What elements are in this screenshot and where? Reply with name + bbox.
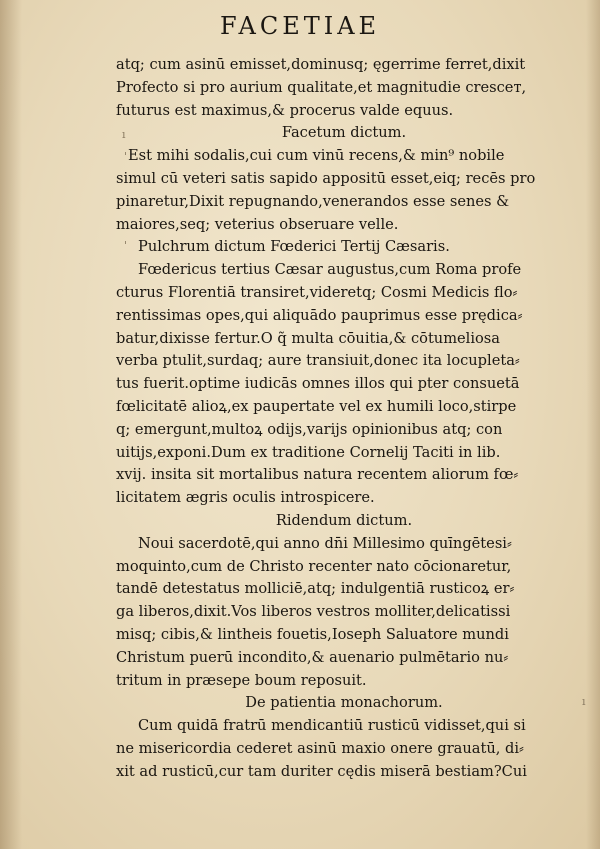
text-line: Noui sacerdotē,qui anno dn̄i Millesimo quīngētesi⸗: [138, 534, 512, 552]
text-line: ne misericordia cederet asinū maxio onere grauatū, di⸗: [116, 739, 524, 757]
text-line: misq; cibis,& lintheis fouetis,Ioseph Saluatore mundi: [116, 625, 509, 643]
page-gutter-shadow: [0, 0, 22, 849]
text-line: futurus est maximus,& procerus valde equus.: [116, 101, 454, 119]
text-line: Fœdericus tertius Cæsar augustus,cum Roma profe: [138, 261, 522, 279]
text-line: maiores,seq; veterius obseruare velle.: [116, 215, 399, 233]
margin-mark: ': [124, 239, 128, 252]
margin-mark: ': [124, 150, 128, 163]
text-line: Pulchrum dictum Fœderici Tertij Cæsaris.: [138, 238, 450, 256]
running-head: FACETIAE: [219, 12, 381, 40]
text-line: rentissimas opes,qui aliquādo pauprimus esse prędica⸗: [116, 306, 523, 324]
text-line: xit ad rusticū,cur tam duriter cędis miserā bestiam?Cui: [116, 762, 527, 780]
margin-mark: ı: [122, 128, 126, 141]
section-heading: De patientia monachorum.: [245, 694, 443, 712]
text-line: cturus Florentiā transiret,videretq; Cosmi Medicis flo⸗: [116, 283, 518, 301]
text-line: tus fuerit.optime iudicās omnes illos qui pter consuetā: [116, 375, 520, 393]
text-line: batur,dixisse fertur.O q̃ multa cōuitia,& cōtumeliosa: [116, 329, 500, 347]
text-line: atq; cum asinū emisset,dominusq; ęgerrime ferret,dixit: [116, 56, 526, 73]
page-edge-shadow: [586, 0, 600, 849]
section-heading: Ridendum dictum.: [275, 511, 413, 529]
text-line: tandē detestatus molliciē,atq; indulgentiā rusticoꝝ er⸗: [116, 580, 515, 598]
text-line: fœlicitatē alioꝝ,ex paupertate vel ex humili loco,stirpe: [116, 397, 517, 415]
margin-mark: ı: [582, 695, 586, 708]
text-line: q; emergunt,multoꝝ odijs,varijs opinionibus atq; con: [116, 420, 503, 438]
text-line: Est mihi sodalis,cui cum vinū recens,& min⁹ nobile: [128, 147, 505, 165]
section-heading: Facetum dictum.: [281, 124, 407, 142]
text-line: Cum quidā fratrū mendicantiū rusticū vidisset,qui si: [138, 717, 526, 735]
text-line: moquinto,cum de Christo recenter nato cōcionaretur,: [116, 557, 512, 575]
text-line: pinaretur,Dixit repugnando,venerandos esse senes &: [116, 192, 510, 210]
text-line: tritum in præsepe boum reposuit.: [116, 671, 367, 689]
text-line: ga liberos,dixit.Vos liberos vestros molliter,delicatissi: [116, 603, 511, 621]
text-line: verba ptulit,surdaq; aure transiuit,donec ita locupleta⸗: [116, 352, 520, 370]
text-line: Christum puerū incondito,& auenario pulmētario nu⸗: [116, 648, 509, 666]
text-line: licitatem ægris oculis introspicere.: [116, 489, 375, 507]
text-line: Profecto si pro aurium qualitate,et magnitudie cresceт,: [116, 78, 527, 96]
body-text: [116, 54, 572, 784]
text-line: xvij. insita sit mortalibus natura recentem aliorum fœ⸗: [116, 466, 519, 484]
text-line: simul cū veteri satis sapido appositū esset,eiq; recēs pro: [116, 169, 536, 187]
text-line: uitijs,exponi.Dum ex traditione Cornelij Taciti in lib.: [116, 443, 501, 461]
